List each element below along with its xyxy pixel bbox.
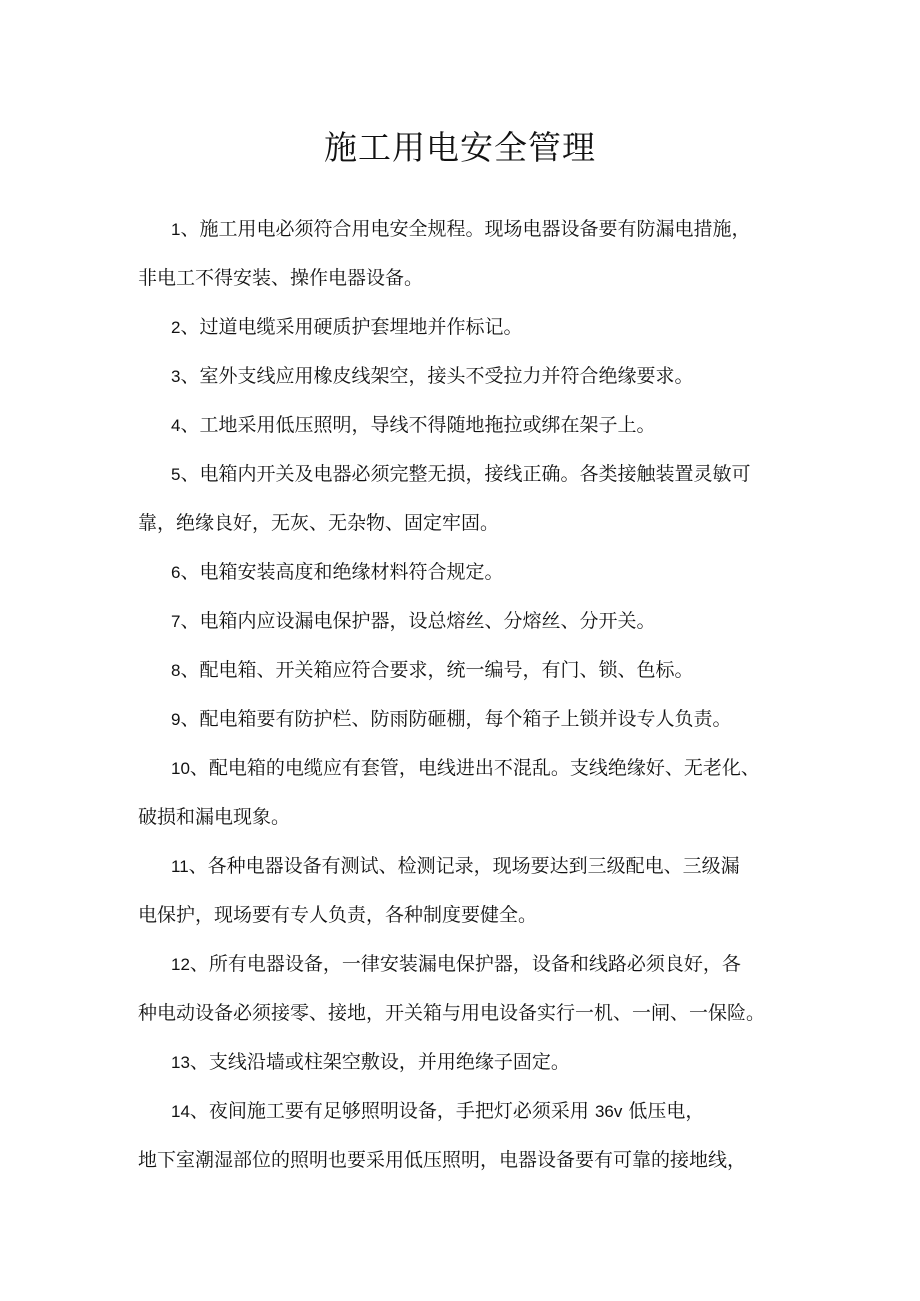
paragraph-line: 13、支线沿墙或柱架空敷设，并用绝缘子固定。 <box>171 1051 570 1073</box>
item-number: 14 <box>171 1102 190 1121</box>
paragraph-line: 破损和漏电现象。 <box>138 806 291 828</box>
voltage-value: 36v <box>594 1102 623 1121</box>
paragraph-line: 电保护，现场要有专人负责，各种制度要健全。 <box>138 904 538 926</box>
paragraph-7 <box>138 597 798 646</box>
item-number: 13 <box>171 1053 190 1072</box>
paragraph-6 <box>138 548 798 597</box>
item-number: 3 <box>171 367 181 386</box>
paragraph-line: 8、配电箱、开关箱应符合要求，统一编号，有门、锁、色标。 <box>171 659 694 681</box>
paragraph-line: 2、过道电缆采用硬质护套埋地并作标记。 <box>171 316 523 338</box>
paragraph-line: 非电工不得安装、操作电器设备。 <box>138 267 424 289</box>
paragraph-line: 种电动设备必须接零、接地，开关箱与用电设备实行一机、一闸、一保险。 <box>138 1002 766 1024</box>
paragraph-line: 14、夜间施工要有足够照明设备，手把灯必须采用 36v 低压电， <box>171 1100 705 1122</box>
item-number: 5 <box>171 465 181 484</box>
document-body <box>138 205 798 1185</box>
paragraph-line: 4、工地采用低压照明，导线不得随地拖拉或绑在架子上。 <box>171 414 656 436</box>
paragraph-line: 1、施工用电必须符合用电安全规程。现场电器设备要有防漏电措施， <box>171 218 751 240</box>
paragraph-12 <box>138 940 798 1038</box>
paragraph-line: 靠，绝缘良好，无灰、无杂物、固定牢固。 <box>138 512 500 534</box>
paragraph-5 <box>138 450 798 548</box>
paragraph-line: 7、电箱内应设漏电保护器，设总熔丝、分熔丝、分开关。 <box>171 610 656 632</box>
paragraph-11 <box>138 842 798 940</box>
paragraph-2 <box>138 303 798 352</box>
item-number: 10 <box>171 759 190 778</box>
paragraph-14 <box>138 1087 798 1185</box>
paragraph-3 <box>138 352 798 401</box>
document-title: 施工用电安全管理 <box>324 128 596 167</box>
paragraph-line: 11、各种电器设备有测试、检测记录，现场要达到三级配电、三级漏 <box>171 855 740 877</box>
paragraph-10 <box>138 744 798 842</box>
paragraph-8 <box>138 646 798 695</box>
paragraph-4 <box>138 401 798 450</box>
paragraph-line: 3、室外支线应用橡皮线架空，接头不受拉力并符合绝缘要求。 <box>171 365 694 387</box>
paragraph-line: 地下室潮湿部位的照明也要采用低压照明，电器设备要有可靠的接地线， <box>138 1149 747 1171</box>
paragraph-1 <box>138 205 798 303</box>
paragraph-9 <box>138 695 798 744</box>
item-number: 7 <box>171 612 181 631</box>
item-number: 1 <box>171 220 181 239</box>
item-number: 2 <box>171 318 181 337</box>
item-number: 6 <box>171 563 181 582</box>
item-number: 12 <box>171 955 190 974</box>
paragraph-line: 6、电箱安装高度和绝缘材料符合规定。 <box>171 561 504 583</box>
paragraph-line: 5、电箱内开关及电器必须完整无损，接线正确。各类接触装置灵敏可 <box>171 463 751 485</box>
paragraph-line: 9、配电箱要有防护栏、防雨防砸棚，每个箱子上锁并设专人负责。 <box>171 708 732 730</box>
item-number: 8 <box>171 661 181 680</box>
paragraph-line: 10、配电箱的电缆应有套管，电线进出不混乱。支线绝缘好、无老化、 <box>171 757 760 779</box>
paragraph-13 <box>138 1038 798 1087</box>
item-number: 11 <box>171 857 189 876</box>
item-number: 4 <box>171 416 181 435</box>
paragraph-line: 12、所有电器设备，一律安装漏电保护器，设备和线路必须良好，各 <box>171 953 741 975</box>
item-number: 9 <box>171 710 181 729</box>
